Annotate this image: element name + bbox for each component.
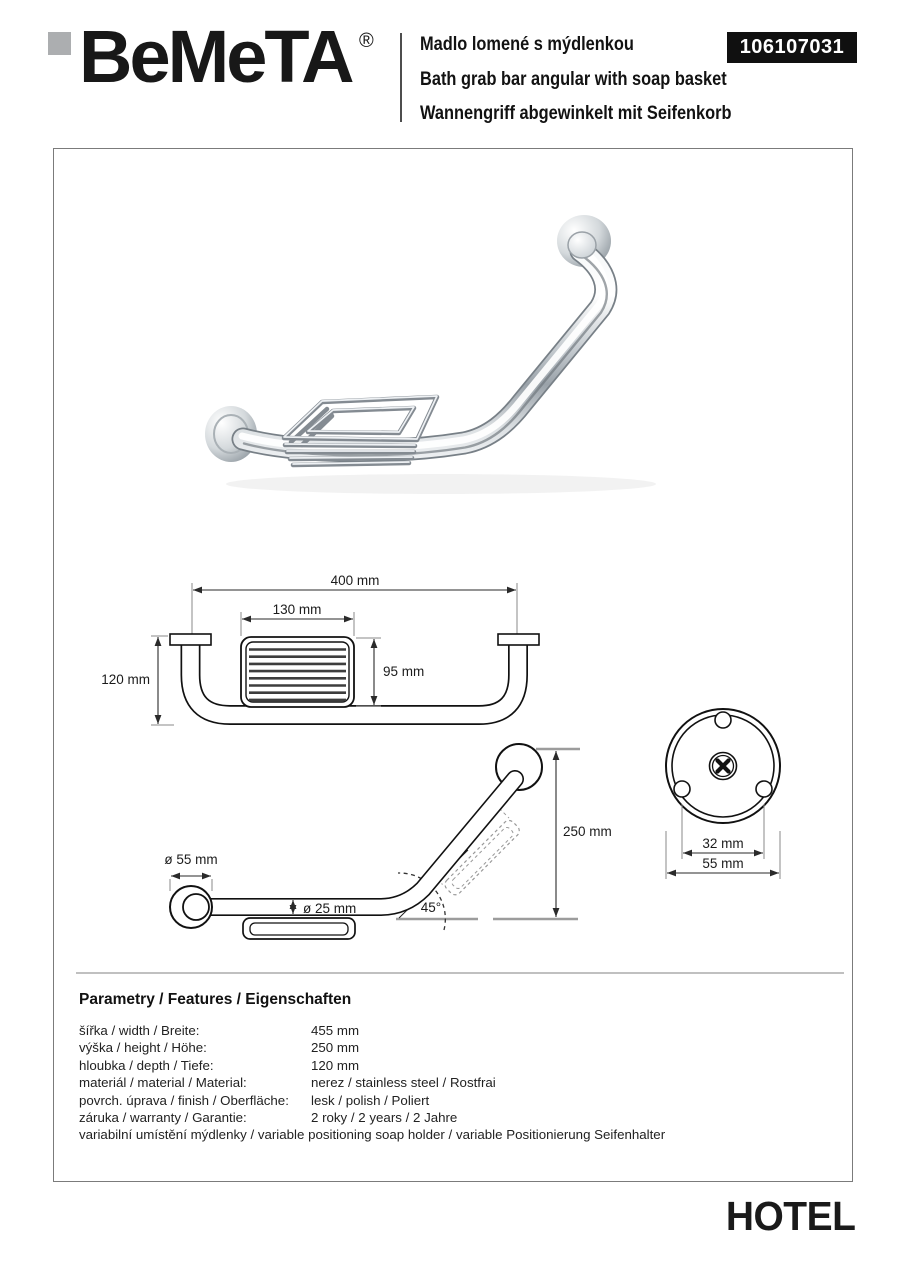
parameter-row: povrch. úprava / finish / Oberfläche: lesk / polish / Poliert — [79, 1092, 430, 1108]
parameter-row: materiál / material / Material: nerez / stainless steel / Rostfrai — [79, 1075, 496, 1091]
screw-hole-left — [674, 781, 690, 797]
front-view-drawing — [101, 573, 539, 725]
product-title-en: Bath grab bar angular with soap basket — [420, 67, 727, 90]
product-code-badge — [727, 32, 857, 63]
parameter-row: variabilní umístění mýdlenky / variable positioning soap holder / variable Positionierung Seifenhalter — [79, 1127, 666, 1143]
angle-dimension-label: 45° — [420, 900, 442, 915]
product-title-de: Wannengriff abgewinkelt mit Seifenkorb — [420, 102, 732, 125]
content-frame — [53, 148, 853, 1182]
front-left-wall-plate — [170, 634, 211, 645]
parameter-row: výška / height / Höhe: 250 mm — [79, 1040, 360, 1056]
flange-detail-drawing — [666, 709, 780, 879]
product-code: 106107031 — [739, 36, 845, 58]
screw-hole-right — [756, 781, 772, 797]
depth-dimension-label: 120 mm — [101, 672, 150, 687]
registered-mark-icon: ® — [359, 30, 374, 52]
bolt-circle-dimension-label: 32 mm — [702, 836, 744, 851]
parameter-row: záruka / warranty / Garantie: 2 roky / 2 years / 2 Jahre — [79, 1110, 458, 1126]
parameters-section — [79, 991, 841, 1144]
collection-label: HOTEL — [725, 1193, 855, 1239]
logo-square-mark — [48, 32, 71, 55]
parameters-table — [79, 1022, 841, 1144]
parameter-row: hloubka / depth / Tiefe: 120 mm — [79, 1057, 360, 1073]
basket-height-dimension-label: 95 mm — [383, 664, 425, 679]
side-basket — [243, 918, 355, 939]
flange-outer-dimension-label: 55 mm — [702, 856, 744, 871]
parameter-row: šířka / width / Breite: 455 mm — [79, 1023, 360, 1038]
front-basket — [241, 637, 354, 707]
flange-diameter-dimension-label: ø 55 mm — [164, 852, 218, 867]
front-width-dimension-label: 400 mm — [330, 573, 380, 588]
basket-width-dimension-label: 130 mm — [272, 602, 322, 617]
screw-hole-top — [715, 712, 731, 728]
height-dimension-label: 250 mm — [563, 824, 612, 839]
side-view-drawing — [164, 744, 611, 939]
product-titles — [420, 27, 732, 131]
brand-name: BeMeTA — [79, 15, 352, 98]
parameters-heading: Parametry / Features / Eigenschaften — [79, 991, 352, 1008]
tube-diameter-dimension-label: ø 25 mm — [303, 901, 357, 916]
header-divider — [400, 33, 402, 122]
front-right-wall-plate — [498, 634, 539, 645]
product-title-cs: Madlo lomené s mýdlenkou — [420, 33, 634, 55]
